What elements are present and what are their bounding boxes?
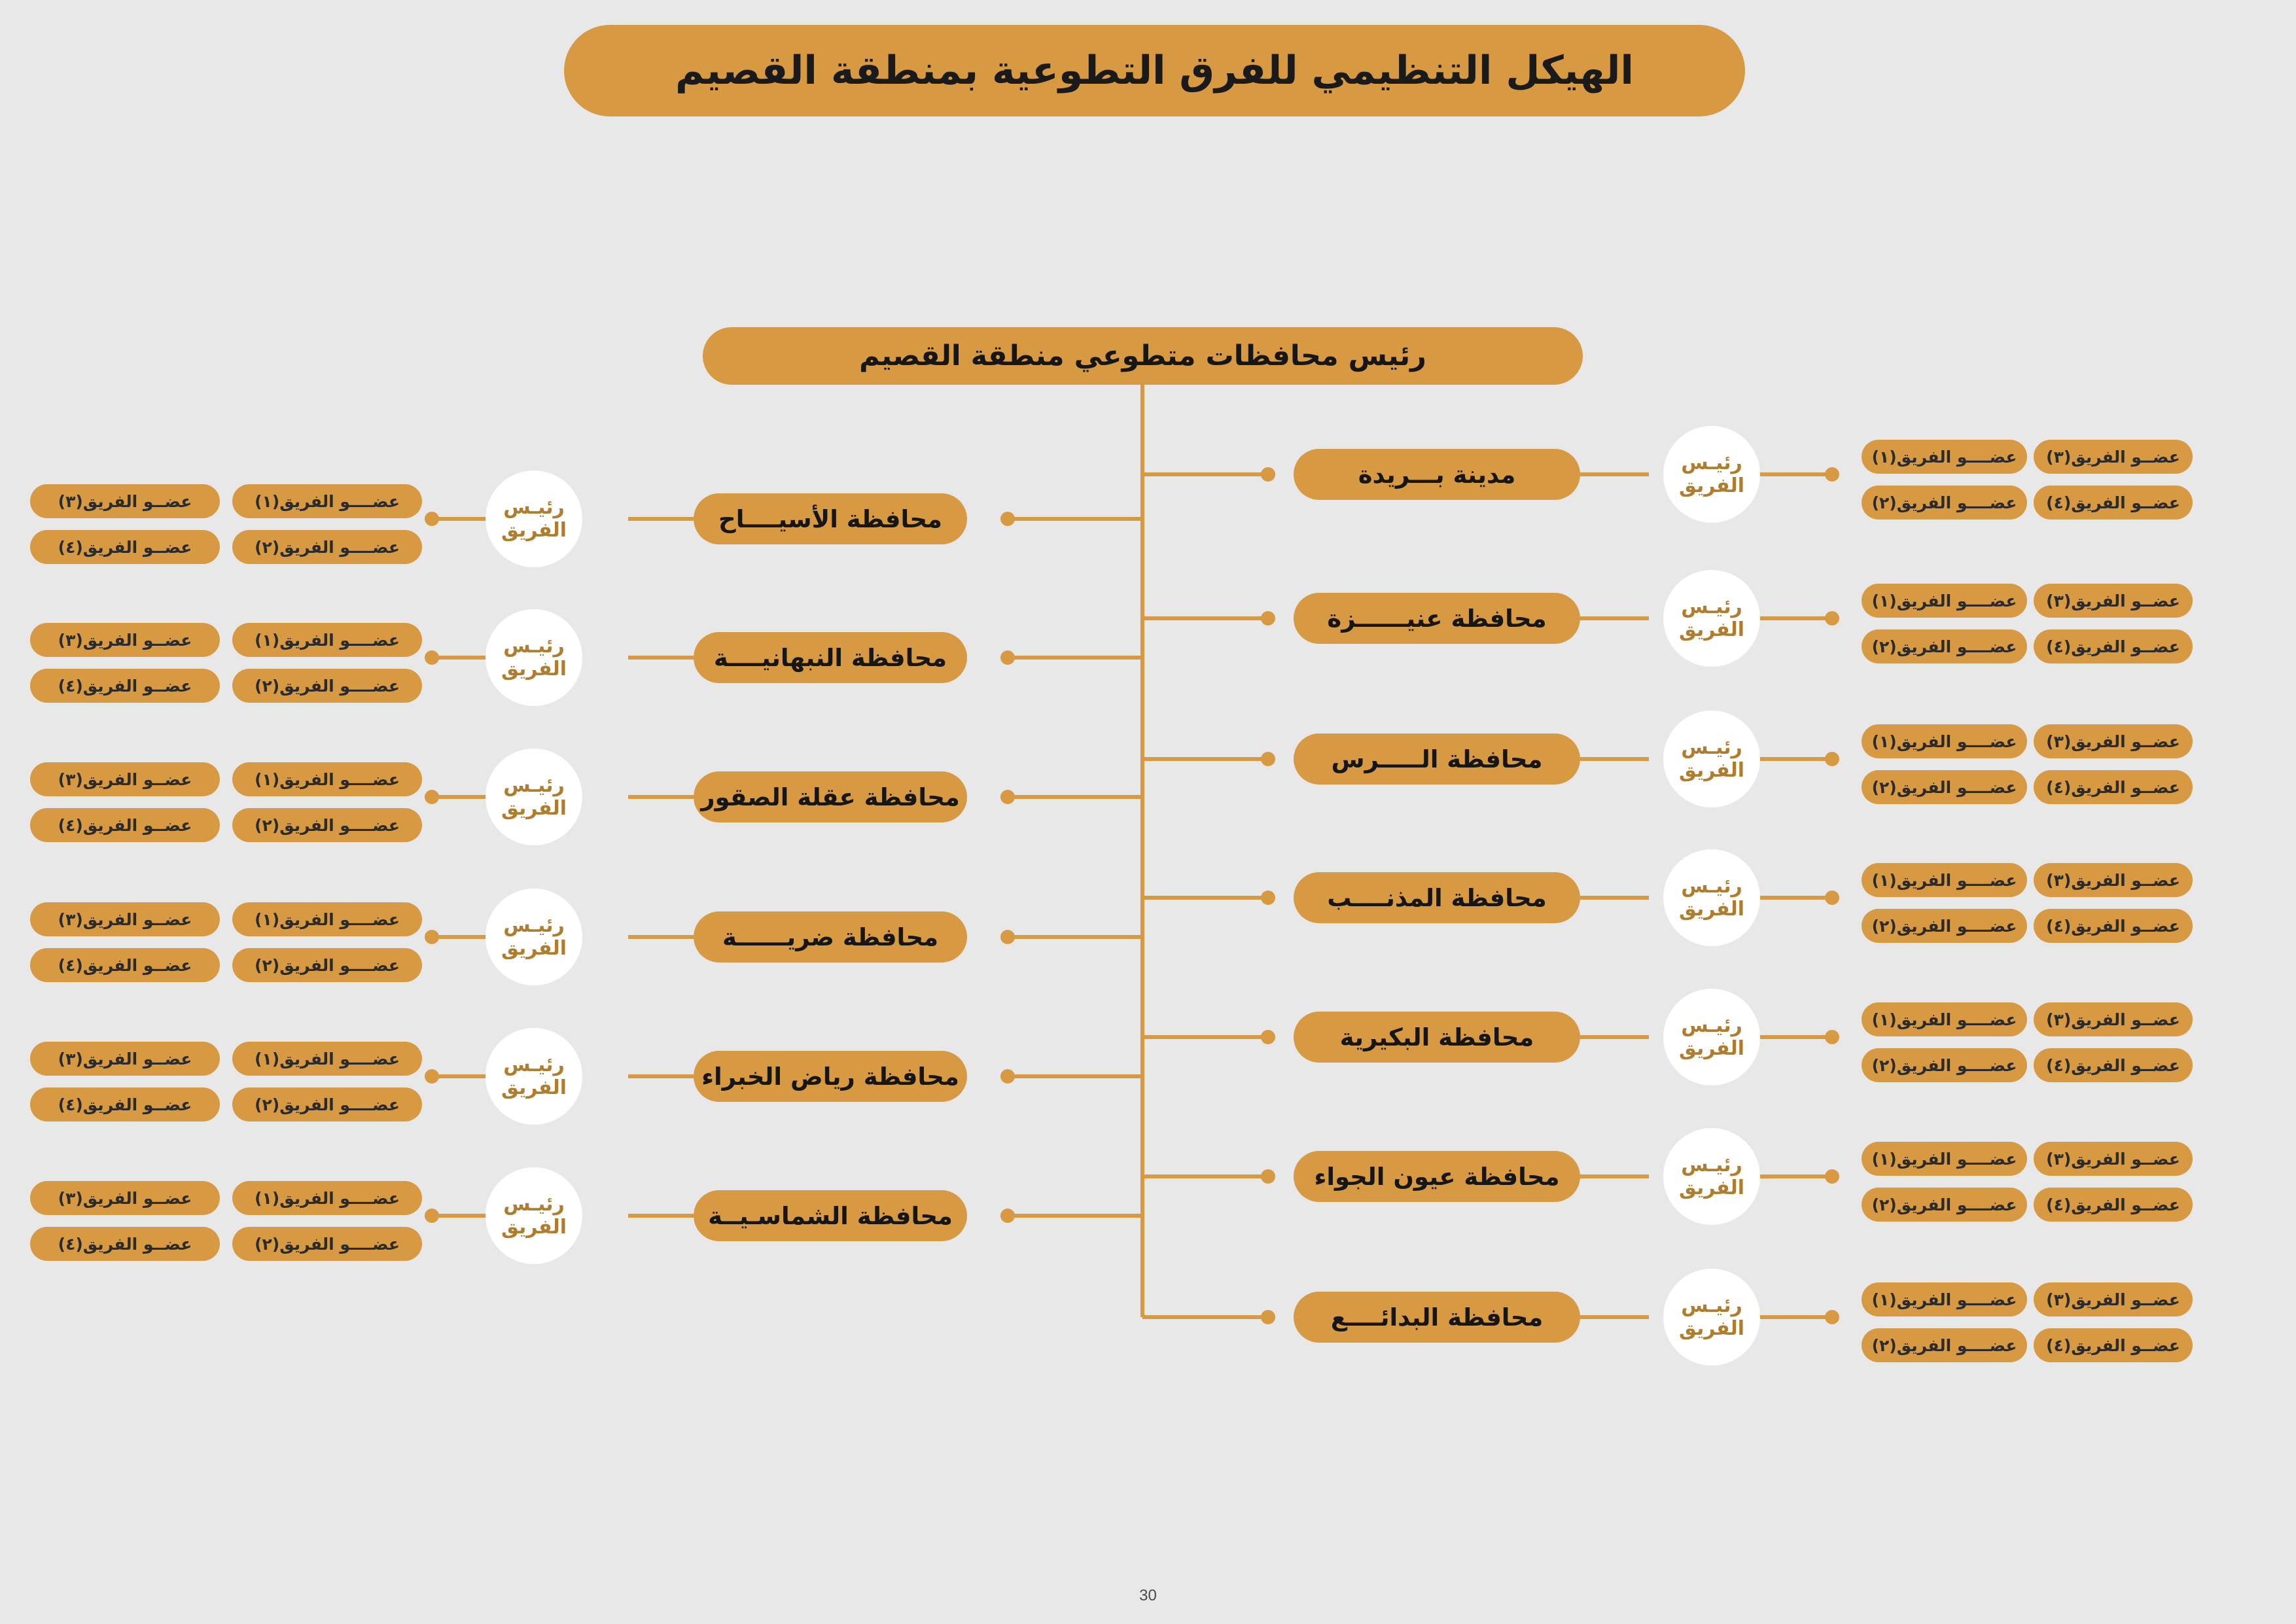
member-node-left-4-4[interactable] — [30, 1087, 220, 1121]
member-node-right-2-4[interactable] — [2034, 770, 2193, 804]
team-leader-circle-right-3[interactable] — [1663, 849, 1760, 946]
member-label: عضــــو الفريق(١) — [1871, 1149, 2017, 1169]
member-node-right-5-4[interactable] — [2034, 1188, 2193, 1222]
team-leader-circle-right-2[interactable] — [1663, 711, 1760, 807]
governorate-label-2: محافظة الـــــرس — [1331, 745, 1543, 773]
page-number: 30 — [1139, 1587, 1157, 1604]
governorate-node-left-2[interactable] — [694, 771, 967, 822]
member-label: عضــو الفريق(٣) — [2046, 447, 2180, 467]
member-node-left-2-4[interactable] — [30, 808, 220, 842]
member-node-right-6-2[interactable] — [1862, 1328, 2027, 1362]
governorate-label-0: مدينة بـــريدة — [1358, 460, 1516, 489]
member-node-left-1-3[interactable] — [30, 623, 220, 657]
governorate-label-5: محافظة عيون الجواء — [1314, 1162, 1560, 1191]
team-leader-circle-left-2[interactable] — [486, 749, 582, 845]
team-leader-label-line2: الفريق — [1678, 1037, 1745, 1060]
member-node-right-2-3[interactable] — [2034, 724, 2193, 758]
governorate-label-left-3: محافظة ضريــــــة — [722, 923, 939, 951]
governorate-label-4: محافظة البكيرية — [1339, 1023, 1534, 1051]
member-node-left-3-4[interactable] — [30, 948, 220, 982]
member-label: عضــو الفريق(٣) — [2046, 1010, 2180, 1029]
team-leader-label-line1: رئيـس — [503, 773, 565, 797]
member-node-left-4-3[interactable] — [30, 1042, 220, 1076]
team-leader-label-line2: الفريق — [501, 658, 567, 680]
member-node-left-1-1[interactable] — [232, 623, 422, 657]
member-node-right-0-1[interactable] — [1862, 440, 2027, 474]
member-label: عضــو الفريق(٣) — [2046, 1290, 2180, 1309]
team-leader-label-line2: الفريق — [501, 937, 567, 960]
root-node-president[interactable] — [703, 327, 1583, 385]
member-label: عضــــو الفريق(٢) — [255, 815, 400, 835]
team-leader-label-line1: رئيـس — [1681, 1153, 1742, 1176]
member-label: عضــو الفريق(٣) — [58, 491, 192, 511]
team-leader-circle-left-5[interactable] — [486, 1167, 582, 1264]
member-label: عضــــو الفريق(٢) — [255, 676, 400, 696]
member-node-left-4-2[interactable] — [232, 1087, 422, 1121]
team-leader-label-line2: الفريق — [1678, 618, 1745, 641]
governorate-node-left-0[interactable] — [694, 493, 967, 544]
team-leader-circle-right-4[interactable] — [1663, 989, 1760, 1086]
governorate-node-left-1[interactable] — [694, 632, 967, 683]
member-label: عضــو الفريق(٤) — [2046, 916, 2180, 936]
member-label: عضــــو الفريق(٢) — [255, 1234, 400, 1254]
member-node-left-0-2[interactable] — [232, 530, 422, 564]
member-node-right-4-1[interactable] — [1862, 1002, 2027, 1036]
governorate-label-left-2: محافظة عقلة الصقور — [701, 783, 960, 811]
member-label: عضــــو الفريق(١) — [1871, 1290, 2017, 1309]
member-node-left-3-3[interactable] — [30, 902, 220, 936]
member-node-right-1-3[interactable] — [2034, 584, 2193, 618]
team-leader-circle-right-5[interactable] — [1663, 1128, 1760, 1225]
member-label: عضــو الفريق(٤) — [58, 537, 192, 557]
governorate-label-left-1: محافظة النبهانيــــة — [713, 643, 947, 672]
member-node-left-2-2[interactable] — [232, 808, 422, 842]
team-leader-label-line1: رئيـس — [503, 1192, 565, 1216]
team-leader-label-line2: الفريق — [1678, 474, 1745, 497]
member-label: عضــــو الفريق(٢) — [255, 1095, 400, 1114]
member-label: عضــــو الفريق(١) — [1871, 447, 2017, 467]
team-leader-label-line1: رئيـس — [503, 495, 565, 519]
member-label: عضــــو الفريق(٢) — [1871, 493, 2017, 512]
member-label: عضــو الفريق(٤) — [58, 676, 192, 696]
member-node-left-4-1[interactable] — [232, 1042, 422, 1076]
member-label: عضــــو الفريق(٢) — [1871, 777, 2017, 797]
team-leader-label-line1: رئيـس — [503, 634, 565, 658]
member-label: عضــــو الفريق(١) — [1871, 732, 2017, 751]
governorate-node-1[interactable] — [1294, 593, 1580, 644]
governorate-node-3[interactable] — [1294, 872, 1580, 923]
member-node-left-1-4[interactable] — [30, 669, 220, 703]
member-node-right-1-1[interactable] — [1862, 584, 2027, 618]
member-label: عضــــو الفريق(١) — [1871, 1010, 2017, 1029]
member-label: عضــو الفريق(٤) — [58, 955, 192, 975]
member-label: عضــــو الفريق(٢) — [255, 537, 400, 557]
team-leader-label-line2: الفريق — [501, 1216, 567, 1239]
team-leader-circle-left-3[interactable] — [486, 889, 582, 985]
member-node-right-6-4[interactable] — [2034, 1328, 2193, 1362]
member-label: عضــو الفريق(٤) — [2046, 1055, 2180, 1075]
member-node-left-2-3[interactable] — [30, 762, 220, 796]
team-leader-circle-left-0[interactable] — [486, 470, 582, 567]
member-label: عضــــو الفريق(٢) — [1871, 637, 2017, 656]
team-leader-label-line1: رئيـس — [1681, 451, 1742, 474]
member-label: عضــو الفريق(٣) — [58, 630, 192, 650]
team-leader-label-line2: الفريق — [501, 797, 567, 820]
member-label: عضــــو الفريق(٢) — [1871, 1335, 2017, 1355]
member-label: عضــو الفريق(٣) — [2046, 870, 2180, 890]
member-label: عضــــو الفريق(١) — [255, 1188, 400, 1208]
member-label: عضــو الفريق(٣) — [2046, 1149, 2180, 1169]
member-label: عضــــو الفريق(٢) — [1871, 1055, 2017, 1075]
governorate-label-left-0: محافظة الأسيــــاح — [718, 504, 942, 533]
member-label: عضــو الفريق(٤) — [2046, 777, 2180, 797]
team-leader-label-line2: الفريق — [501, 1076, 567, 1099]
team-leader-label-line1: رئيـس — [1681, 735, 1742, 759]
member-node-left-1-2[interactable] — [232, 669, 422, 703]
governorate-node-5[interactable] — [1294, 1151, 1580, 1202]
member-node-right-5-1[interactable] — [1862, 1142, 2027, 1176]
member-node-left-3-1[interactable] — [232, 902, 422, 936]
member-node-left-3-2[interactable] — [232, 948, 422, 982]
member-node-right-1-2[interactable] — [1862, 629, 2027, 663]
member-label: عضــو الفريق(٣) — [58, 1049, 192, 1068]
member-node-left-5-3[interactable] — [30, 1181, 220, 1215]
member-node-right-6-3[interactable] — [2034, 1282, 2193, 1316]
page-title: الهيكل التنظيمي للفرق التطوعية بمنطقة القصيم — [675, 48, 1634, 94]
governorate-node-left-5[interactable] — [694, 1190, 967, 1241]
member-label: عضــو الفريق(٣) — [58, 909, 192, 929]
team-leader-label-line1: رئيـس — [1681, 874, 1742, 898]
member-label: عضــــو الفريق(١) — [1871, 591, 2017, 610]
governorate-label-left-4: محافظة رياض الخبراء — [701, 1062, 959, 1091]
member-node-left-2-1[interactable] — [232, 762, 422, 796]
member-node-left-5-1[interactable] — [232, 1181, 422, 1215]
member-node-right-2-1[interactable] — [1862, 724, 2027, 758]
governorate-label-1: محافظة عنيــــــزة — [1327, 604, 1547, 633]
member-node-left-0-3[interactable] — [30, 484, 220, 518]
team-leader-label-line2: الفريق — [1678, 1317, 1745, 1340]
team-leader-label-line1: رئيـس — [1681, 1294, 1742, 1317]
team-leader-circle-left-1[interactable] — [486, 609, 582, 706]
member-node-left-0-4[interactable] — [30, 530, 220, 564]
governorate-node-left-4[interactable] — [694, 1051, 967, 1102]
member-node-right-3-1[interactable] — [1862, 863, 2027, 897]
member-node-right-3-4[interactable] — [2034, 909, 2193, 943]
team-leader-circle-left-4[interactable] — [486, 1028, 582, 1125]
governorate-label-3: محافظة المذنــــب — [1327, 883, 1547, 912]
member-label: عضــــو الفريق(٢) — [1871, 916, 2017, 936]
member-label: عضــو الفريق(٤) — [2046, 1335, 2180, 1355]
governorate-label-left-5: محافظة الشماسـيــة — [708, 1201, 953, 1230]
governorate-label-6: محافظة البدائــــع — [1330, 1303, 1544, 1332]
member-label: عضــــو الفريق(١) — [255, 491, 400, 511]
member-label: عضــــو الفريق(٢) — [1871, 1195, 2017, 1214]
team-leader-circle-right-1[interactable] — [1663, 570, 1760, 667]
team-leader-label-line1: رئيـس — [1681, 595, 1742, 618]
member-node-right-4-4[interactable] — [2034, 1048, 2193, 1082]
member-label: عضــو الفريق(٤) — [2046, 1195, 2180, 1214]
governorate-node-0[interactable] — [1294, 449, 1580, 500]
member-label: عضــو الفريق(٣) — [2046, 732, 2180, 751]
member-node-right-3-3[interactable] — [2034, 863, 2193, 897]
member-node-left-5-2[interactable] — [232, 1227, 422, 1261]
member-node-right-5-2[interactable] — [1862, 1188, 2027, 1222]
page-title-banner — [564, 25, 1745, 116]
member-label: عضــــو الفريق(٢) — [255, 955, 400, 975]
member-node-right-0-3[interactable] — [2034, 440, 2193, 474]
root-node-label: رئيس محافظات متطوعي منطقة القصيم — [859, 340, 1426, 372]
member-node-left-5-4[interactable] — [30, 1227, 220, 1261]
member-label: عضــو الفريق(٣) — [2046, 591, 2180, 610]
team-leader-label-line2: الفريق — [1678, 1176, 1745, 1199]
member-node-right-4-2[interactable] — [1862, 1048, 2027, 1082]
member-label: عضــو الفريق(٤) — [58, 1234, 192, 1254]
team-leader-circle-right-0[interactable] — [1663, 426, 1760, 523]
member-label: عضــــو الفريق(١) — [255, 630, 400, 650]
member-label: عضــــو الفريق(١) — [255, 769, 400, 789]
member-node-left-0-1[interactable] — [232, 484, 422, 518]
team-leader-label-line2: الفريق — [1678, 898, 1745, 921]
governorate-node-left-3[interactable] — [694, 911, 967, 962]
member-label: عضــو الفريق(٤) — [2046, 493, 2180, 512]
team-leader-label-line1: رئيـس — [503, 1053, 565, 1076]
governorate-node-6[interactable] — [1294, 1292, 1580, 1343]
governorate-node-4[interactable] — [1294, 1012, 1580, 1063]
member-node-right-0-4[interactable] — [2034, 485, 2193, 520]
governorate-node-2[interactable] — [1294, 733, 1580, 785]
member-node-right-2-2[interactable] — [1862, 770, 2027, 804]
team-leader-label-line1: رئيـس — [503, 913, 565, 937]
member-node-right-4-3[interactable] — [2034, 1002, 2193, 1036]
member-node-right-3-2[interactable] — [1862, 909, 2027, 943]
team-leader-circle-right-6[interactable] — [1663, 1269, 1760, 1366]
member-label: عضــو الفريق(٤) — [2046, 637, 2180, 656]
member-label: عضــو الفريق(٤) — [58, 1095, 192, 1114]
team-leader-label-line2: الفريق — [501, 519, 567, 542]
member-node-right-5-3[interactable] — [2034, 1142, 2193, 1176]
member-label: عضــو الفريق(٣) — [58, 769, 192, 789]
member-label: عضــو الفريق(٣) — [58, 1188, 192, 1208]
team-leader-label-line2: الفريق — [1678, 759, 1745, 782]
member-node-right-6-1[interactable] — [1862, 1282, 2027, 1316]
member-label: عضــــو الفريق(١) — [255, 909, 400, 929]
member-label: عضــــو الفريق(١) — [255, 1049, 400, 1068]
member-label: عضــــو الفريق(١) — [1871, 870, 2017, 890]
member-node-right-1-4[interactable] — [2034, 629, 2193, 663]
member-node-right-0-2[interactable] — [1862, 485, 2027, 520]
member-label: عضــو الفريق(٤) — [58, 815, 192, 835]
team-leader-label-line1: رئيـس — [1681, 1014, 1742, 1037]
